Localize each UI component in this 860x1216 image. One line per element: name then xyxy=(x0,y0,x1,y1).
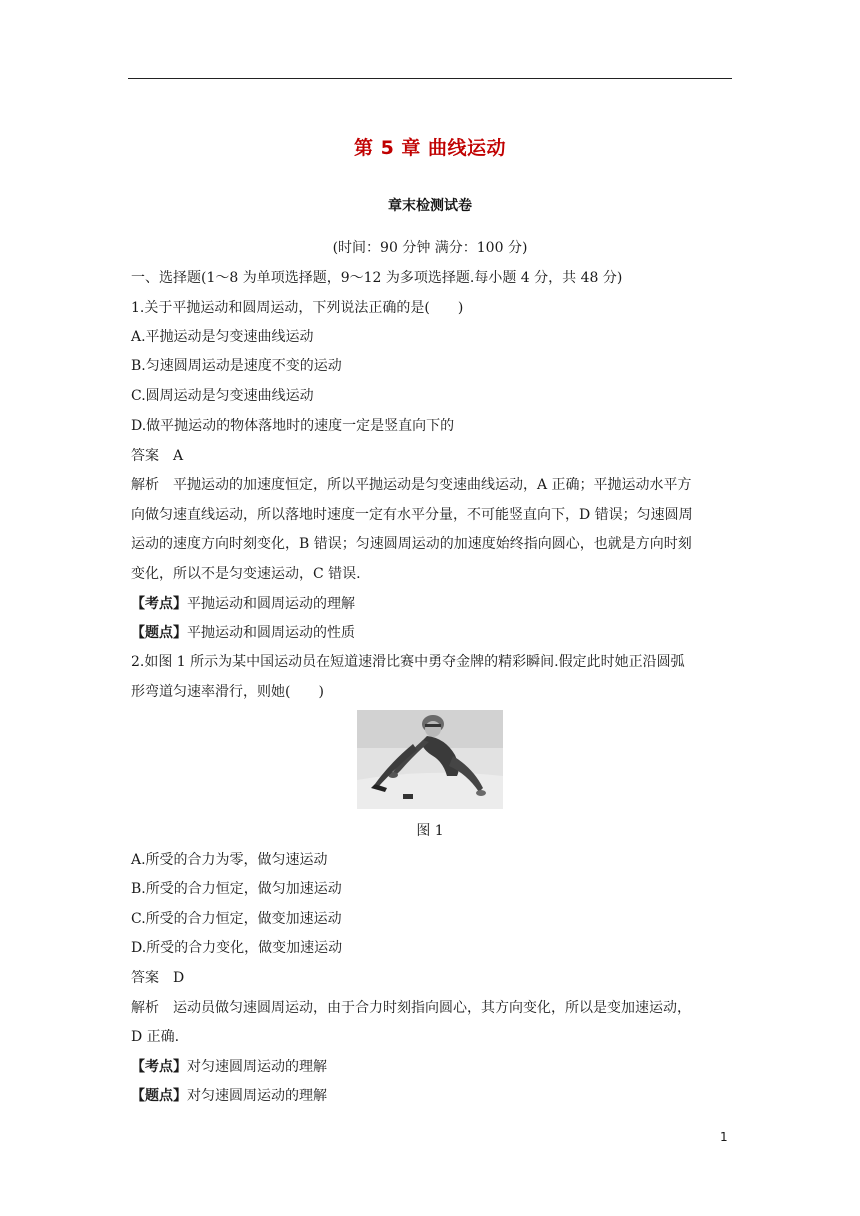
q2-answer: 答案 D xyxy=(131,970,185,986)
q1-option-c: C.圆周运动是匀变速曲线运动 xyxy=(131,388,314,404)
q2-stem-line: 2.如图 1 所示为某中国运动员在短道速滑比赛中勇夺金牌的精彩瞬间.假定此时她正沿圆弧 xyxy=(131,654,685,670)
q2-kaodian xyxy=(131,1057,735,1077)
q2-analysis-line: D 正确. xyxy=(131,1029,180,1045)
tidian-text: 对匀速圆周运动的理解 xyxy=(187,1088,327,1104)
tidian-tag: 【题点】 xyxy=(131,625,187,641)
q2-option-c: C.所受的合力恒定，做变加速运动 xyxy=(131,911,342,927)
q2-option-b: B.所受的合力恒定，做匀加速运动 xyxy=(131,881,342,897)
q2-tidian xyxy=(131,1086,735,1106)
page-number: 1 xyxy=(720,1130,728,1144)
q1-option-a: A.平抛运动是匀变速曲线运动 xyxy=(131,329,314,345)
q2-stem-line: 形弯道匀速率滑行，则她( ) xyxy=(131,684,324,700)
exam-subtitle: 章末检测试卷 xyxy=(388,198,472,214)
speed-skater-illustration xyxy=(357,710,503,809)
q1-analysis-line: 变化，所以不是匀变速运动，C 错误. xyxy=(131,566,361,582)
chapter-title: 第 5 章 曲线运动 xyxy=(353,137,507,159)
figure-caption: 图 1 xyxy=(416,823,444,839)
kaodian-text: 对匀速圆周运动的理解 xyxy=(187,1059,327,1075)
kaodian-tag: 【考点】 xyxy=(131,1059,187,1075)
header-rule xyxy=(128,78,732,79)
q1-option-b: B.匀速圆周运动是速度不变的运动 xyxy=(131,358,342,374)
speed-skater-photo xyxy=(357,710,503,809)
q1-tidian xyxy=(131,623,735,643)
q2-option-d: D.所受的合力变化，做变加速运动 xyxy=(131,940,343,956)
q1-answer: 答案 A xyxy=(131,448,184,464)
q2-analysis-line: 解析 运动员做匀速圆周运动，由于合力时刻指向圆心，其方向变化，所以是变加速运动， xyxy=(131,1000,691,1016)
q1-kaodian xyxy=(131,594,735,614)
q2-option-a: A.所受的合力为零，做匀速运动 xyxy=(131,852,328,868)
kaodian-text: 平抛运动和圆周运动的理解 xyxy=(187,596,355,612)
q1-analysis-line: 向做匀速直线运动，所以落地时速度一定有水平分量，不可能竖直向下，D 错误；匀速圆周 xyxy=(131,507,693,523)
q1-option-d: D.做平抛运动的物体落地时的速度一定是竖直向下的 xyxy=(131,418,455,434)
q1-analysis-line: 解析 平抛运动的加速度恒定，所以平抛运动是匀变速曲线运动，A 正确；平抛运动水平方 xyxy=(131,477,692,493)
tidian-text: 平抛运动和圆周运动的性质 xyxy=(187,625,355,641)
exam-info: (时间：90 分钟 满分：100 分) xyxy=(332,240,528,256)
q1-analysis-line: 运动的速度方向时刻变化，B 错误；匀速圆周运动的加速度始终指向圆心，也就是方向时刻 xyxy=(131,536,692,552)
tidian-tag: 【题点】 xyxy=(131,1088,187,1104)
kaodian-tag: 【考点】 xyxy=(131,596,187,612)
q1-stem: 1.关于平抛运动和圆周运动，下列说法正确的是( ) xyxy=(131,300,464,316)
section-heading: 一、选择题(1～8 为单项选择题，9～12 为多项选择题.每小题 4 分，共 48 分) xyxy=(131,270,623,286)
